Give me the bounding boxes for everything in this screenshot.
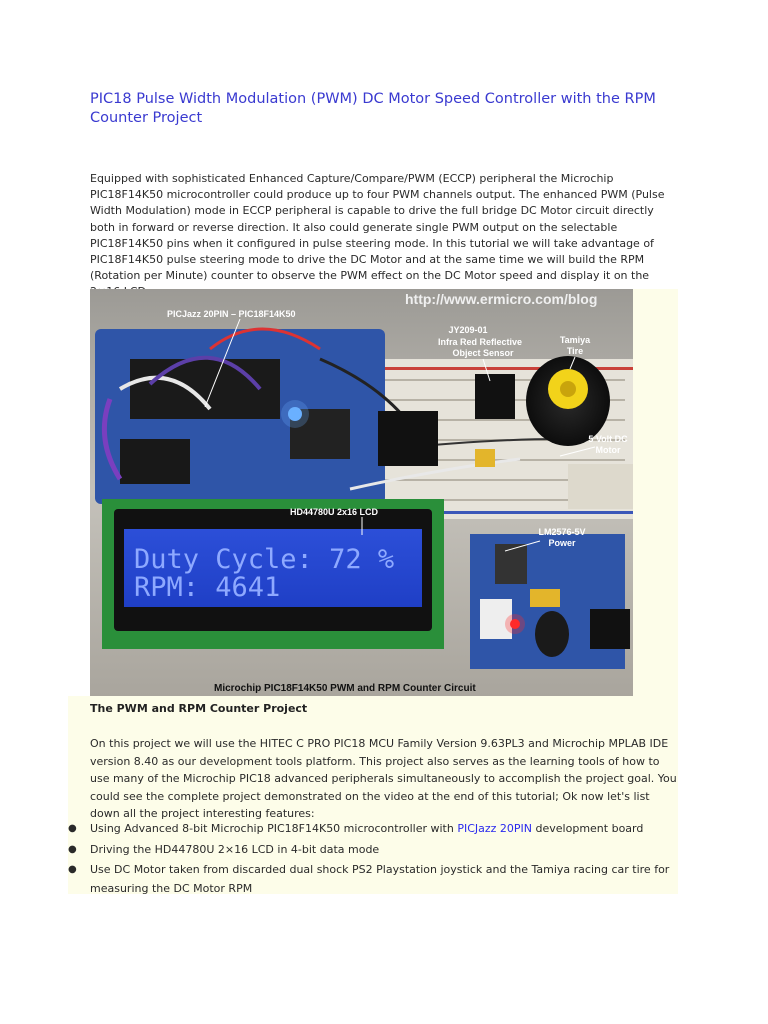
label-sensor-1: JY209-01	[448, 325, 488, 335]
label-tire-1: Tamiya	[559, 335, 591, 345]
feature-text: development board	[532, 822, 644, 835]
label-power-2: Power	[548, 538, 576, 548]
bullet-icon: ●	[68, 864, 77, 875]
label-lcd: HD44780U 2x16 LCD	[290, 507, 379, 517]
ir-sensor	[475, 374, 515, 419]
feature-list	[68, 820, 678, 900]
bullet-icon: ●	[68, 823, 77, 834]
label-motor-2: Motor	[595, 445, 621, 455]
list-item	[68, 861, 678, 898]
feature-text: Driving the HD44780U 2×16 LCD in 4-bit data mode	[90, 842, 380, 856]
side-panel	[633, 289, 678, 696]
label-motor-1: 5 Volt DC	[588, 434, 628, 444]
list-item	[68, 820, 678, 839]
intro-paragraph: Equipped with sophisticated Enhanced Capture/Compare/PWM (ECCP) peripheral the Microchip PIC18F14K50 microcontroller could produce up to four PWM channels output. The enhanced PWM (Pulse Width Modulation) mode in ECCP peripheral is capable to drive the full bridge DC Motor circuit directly both in forward or reverse direction. It also could generate single PWM output on the selectable PIC18F14K50 pins when it configured in pulse steering mode. In this tutorial we will take advantage of PIC18F14K50 pulse steering mode to drive the DC Motor and at the same time we will build the RPM (Rotation per Minute) counter to observe the PWM effect on the DC Motor speed and display it on the	[90, 172, 665, 283]
label-board: PICJazz 20PIN – PIC18F14K50	[167, 309, 296, 319]
body-paragraph: On this project we will use the HITEC C PRO PIC18 MCU Family Version 9.63PL3 and Microchip MPLAB IDE version 8.40 as our development tools platform. This project also serves as the learning tools of how to use many of the Microchip PIC18 advanced peripherals simultaneously to accomplish the project goal. You could see the complete project demonstrated on the video at the end of this tutorial; Ok now let's list down all the project interesting features:	[90, 737, 677, 821]
picjazz-link[interactable]: PICJazz 20PIN	[457, 822, 533, 835]
lcd-line-2: RPM: 4641	[134, 572, 281, 603]
label-tire-2: Tire	[566, 346, 584, 356]
bullet-icon: ●	[68, 843, 77, 855]
project-photo	[90, 289, 633, 696]
watermark: http://www.ermicro.com/blog	[405, 291, 598, 307]
list-item	[68, 841, 678, 860]
lcd-line-1: Duty Cycle: 72 %	[134, 544, 395, 575]
page-title: PIC18 Pulse Width Modulation (PWM) DC Motor Speed Controller with the RPM Counter Project	[90, 91, 656, 126]
label-power-1: LM2576-5V	[538, 527, 586, 537]
label-sensor-3: Object Sensor	[452, 348, 514, 358]
feature-text: Using Advanced 8-bit Microchip PIC18F14K50 microcontroller with	[90, 822, 458, 835]
feature-text: Use DC Motor taken from discarded dual shock PS2 Playstation joystick and the Tamiya racing car tire for measuring the DC Motor RPM	[90, 863, 670, 895]
label-bottom: Microchip PIC18F14K50 PWM and RPM Counter Circuit	[214, 683, 476, 694]
label-sensor-2: Infra Red Reflective	[437, 337, 523, 347]
photo-caption: The PWM and RPM Counter Project	[90, 702, 308, 715]
